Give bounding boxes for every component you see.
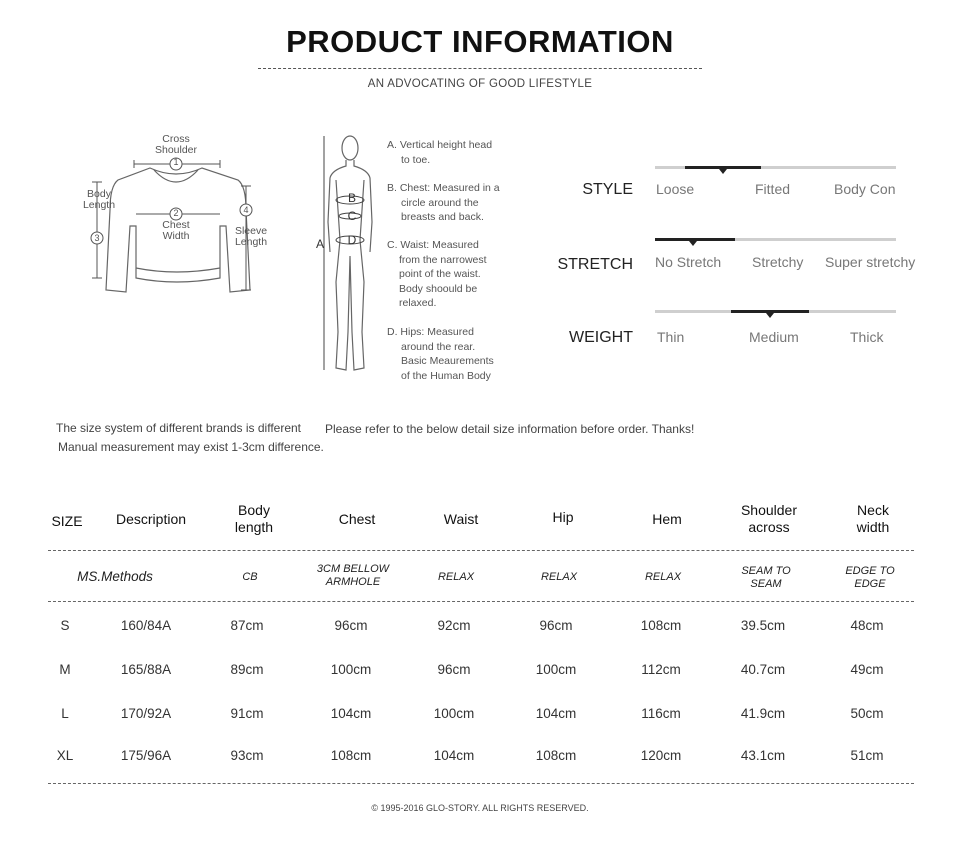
table-cell: 93cm (230, 748, 264, 763)
header-neck-width: Neck width (856, 502, 890, 535)
table-cell: 48cm (850, 618, 884, 633)
table-cell: 96cm (437, 662, 471, 677)
marker-b: B (347, 191, 356, 205)
table-cell: 108cm (640, 618, 682, 633)
marker-a: A (315, 237, 324, 251)
method-hem: RELAX (644, 571, 682, 583)
header-size: SIZE (51, 513, 83, 529)
table-cell: M (59, 662, 71, 677)
marker-c: C (347, 209, 357, 223)
marker-4: 4 (243, 205, 249, 215)
table-cell: 108cm (330, 748, 372, 763)
table-cell: 87cm (230, 618, 264, 633)
table-cell: 100cm (535, 662, 577, 677)
method-neck: EDGE TO EDGE (845, 565, 895, 590)
note-b: B. Chest: Measured in a circle around the breasts and back. (387, 182, 500, 224)
brand-size-note: The size system of different brands is different (56, 421, 302, 435)
table-cell: 104cm (433, 748, 475, 763)
marker-3: 3 (94, 233, 100, 243)
table-cell: 104cm (535, 706, 577, 721)
header-description: Description (115, 511, 187, 527)
copyright-footer: © 1995-2016 GLO-STORY. ALL RIGHTS RESERVED. (371, 803, 589, 813)
marker-d: D (347, 233, 357, 247)
sleeve-length-label: Sleeve Length (234, 225, 268, 248)
header-shoulder-across: Shoulder across (740, 502, 798, 535)
table-cell: 51cm (850, 748, 884, 763)
method-shoulder: SEAM TO SEAM (741, 565, 791, 590)
methods-label: MS.Methods (77, 569, 153, 584)
method-hip: RELAX (540, 571, 578, 583)
table-cell: 120cm (640, 748, 682, 763)
table-cell: 96cm (334, 618, 368, 633)
table-cell: L (61, 706, 69, 721)
header-hip: Hip (552, 509, 574, 525)
table-cell: 100cm (433, 706, 475, 721)
note-c: C. Waist: Measured from the narrowest point of the waist. Body shoould be relaxed. (387, 239, 487, 310)
note-a: A. Vertical height head to toe. (387, 139, 493, 166)
table-cell: 160/84A (120, 618, 172, 633)
table-cell: 104cm (330, 706, 372, 721)
method-body-length: CB (242, 571, 258, 583)
table-cell: 112cm (641, 662, 681, 677)
table-cell: 116cm (641, 706, 681, 721)
header-body-length: Body length (234, 502, 274, 535)
measurement-note: Manual measurement may exist 1-3cm difference. (58, 440, 324, 454)
table-cell: 41.9cm (740, 706, 786, 721)
page-subtitle: AN ADVOCATING OF GOOD LIFESTYLE (367, 78, 593, 90)
method-chest: 3CM BELLOW ARMHOLE (316, 563, 390, 588)
table-cell: 49cm (850, 662, 884, 677)
header-hem: Hem (652, 511, 682, 527)
table-cell: 108cm (535, 748, 577, 763)
table-cell: 89cm (230, 662, 264, 677)
table-cell: 43.1cm (740, 748, 786, 763)
table-cell: 91cm (230, 706, 264, 721)
table-cell: 175/96A (120, 748, 172, 763)
marker-1: 1 (173, 157, 179, 167)
cross-shoulder-label: Cross Shoulder (154, 133, 198, 156)
method-waist: RELAX (437, 571, 475, 583)
header-waist: Waist (443, 511, 479, 527)
human-body-icon (318, 132, 382, 377)
page-title: PRODUCT INFORMATION (286, 24, 674, 59)
table-cell: 39.5cm (740, 618, 786, 633)
table-cell: 170/92A (120, 706, 172, 721)
chest-width-label: Chest Width (162, 219, 190, 242)
table-cell: 165/88A (120, 662, 172, 677)
table-cell: S (60, 618, 70, 633)
table-cell: 92cm (437, 618, 471, 633)
table-cell: XL (56, 748, 74, 763)
title-divider (258, 68, 702, 69)
table-cell: 96cm (539, 618, 573, 633)
note-d: D. Hips: Measured around the rear. Basic Meaurements of the Human Body (387, 326, 494, 382)
header-chest: Chest (338, 511, 376, 527)
table-cell: 100cm (330, 662, 372, 677)
body-length-label: Body Length (82, 188, 116, 211)
table-cell: 50cm (850, 706, 884, 721)
marker-2: 2 (173, 208, 179, 218)
refer-size-note: Please refer to the below detail size information before order. Thanks! (325, 422, 695, 436)
table-cell: 40.7cm (740, 662, 786, 677)
